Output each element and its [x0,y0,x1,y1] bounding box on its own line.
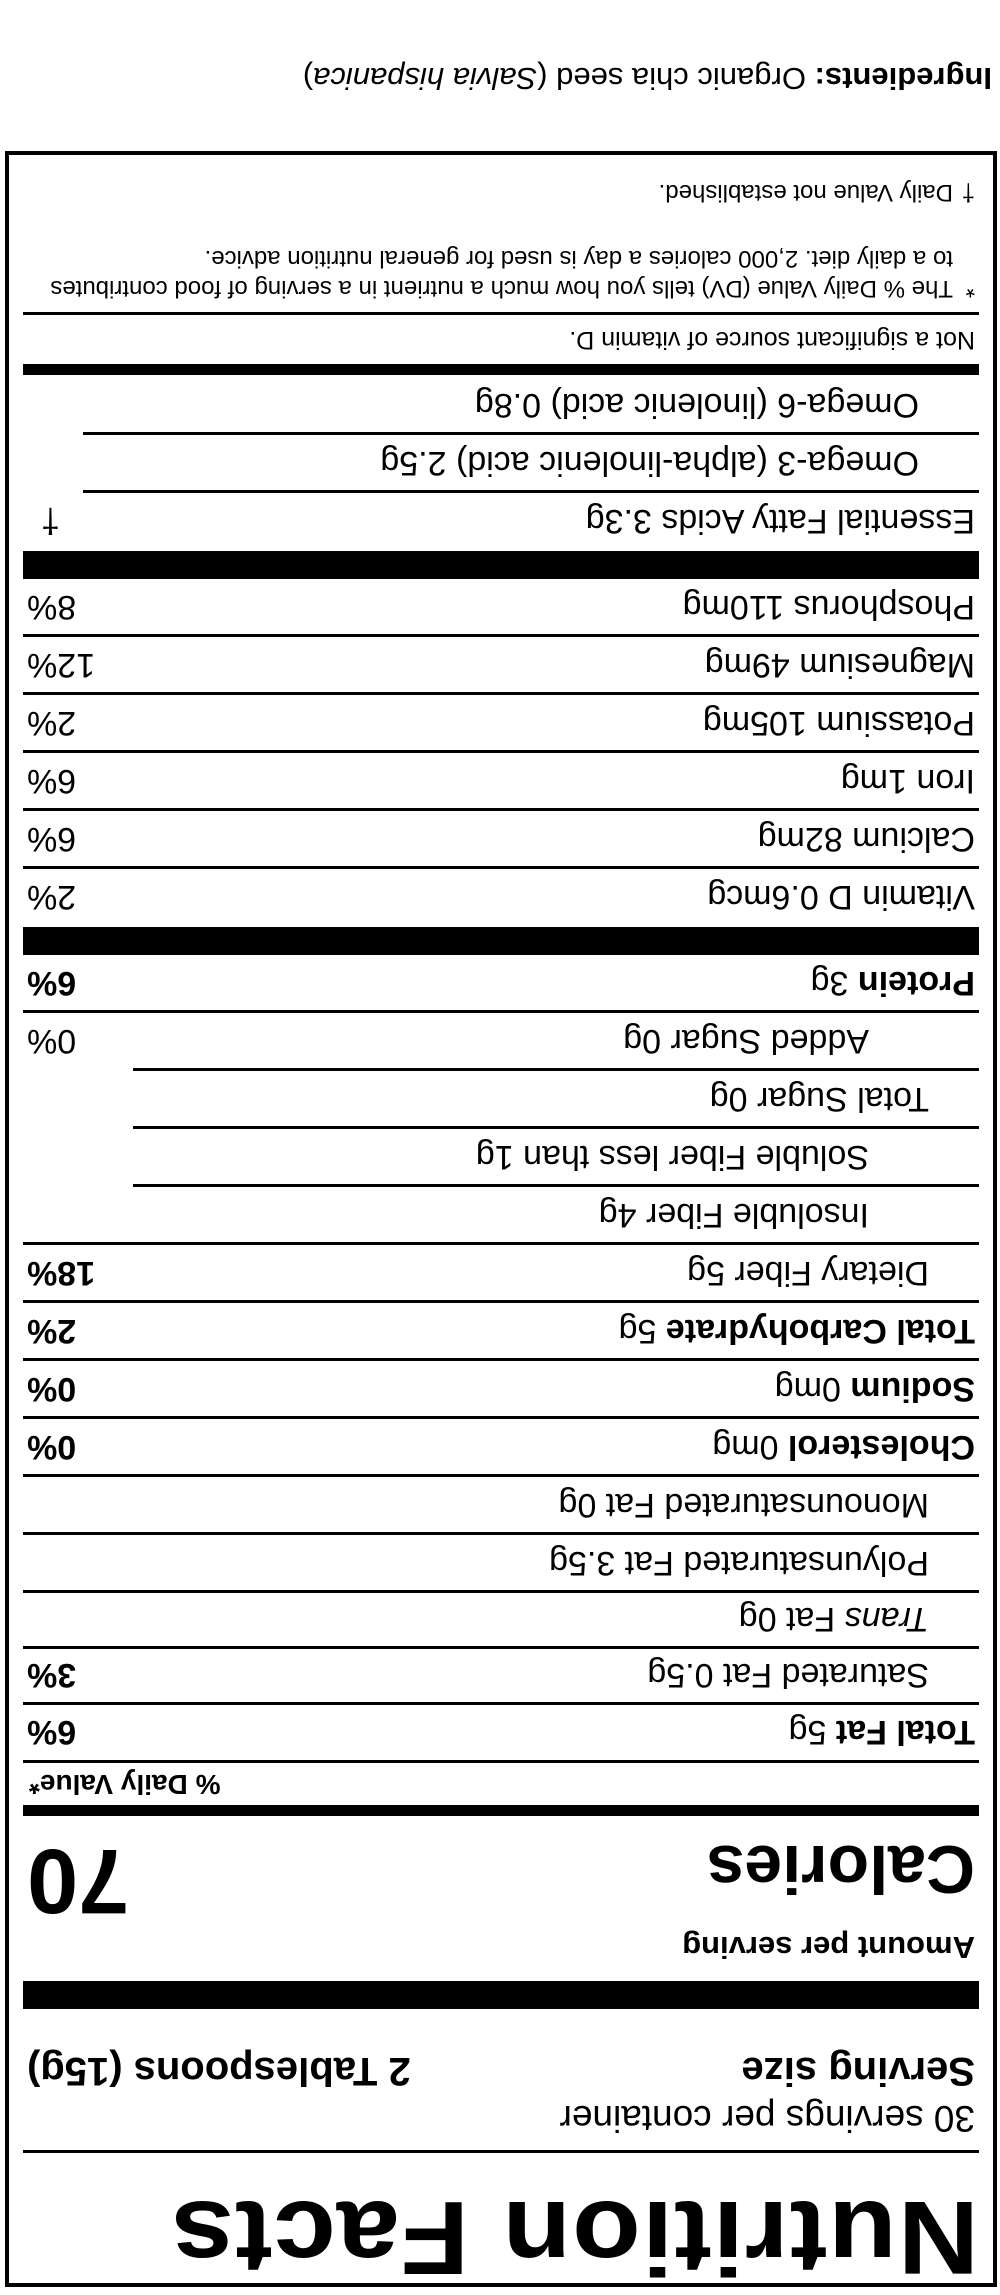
fatty-acid-row-omega-6 [27,377,919,433]
nutrient-dv: 0% [27,1022,77,1060]
asterisk-mark: * [965,275,975,302]
fatty-acid-row-essential [27,493,975,549]
row-separator [23,1760,979,1763]
thick-rule-vitamins [23,927,979,955]
nutrition-facts-title: Nutrition Facts [170,2179,979,2295]
nutrient-dv: 3% [27,1656,77,1694]
nutrient-name: Total Carbohydrate [665,1312,975,1350]
calories-row [23,1830,975,1932]
vitamin-amount: 110mg [682,588,785,626]
nutrient-row-added-sugar [27,1013,869,1069]
nutrient-name: Total Fat [835,1713,975,1751]
nutrient-row-monounsaturated-fat [27,1477,929,1533]
nutrient-amount: 0.5g [647,1656,714,1694]
nutrient-dv: 0% [27,1428,77,1466]
vitamin-dv: 6% [27,762,77,800]
nutrient-name: Dietary Fiber [734,1254,929,1292]
vitamin-name: Phosphorus [793,588,975,626]
vitamin-name: Potassium [816,704,975,742]
vitamin-name: Iron [916,762,975,800]
thick-rule-top [23,1981,979,2009]
nutrient-amount: 3.5g [549,1544,616,1582]
vitamin-name: Magnesium [799,646,975,684]
nutrient-row-cholesterol [27,1419,975,1475]
vitamin-dv: 8% [27,588,77,626]
nutrient-name: Total Sugar [757,1080,929,1118]
vitamin-dv: 6% [27,820,77,858]
nutrient-amount: 0g [709,1080,748,1118]
thick-rule-fatty-acids [23,551,979,579]
nutrient-name: Insoluble Fiber [645,1196,869,1234]
nutrient-amount: 0g [558,1486,597,1524]
nutrition-facts-panel [5,151,997,2295]
daily-value-explanation: The % Daily Value (DV) tells you how much a nutrient in a serving of food contributes to a daily diet. 2,000 calories a day is used for general nutrition advice. [50,245,953,302]
dagger-explanation: Daily Value not established. [658,179,953,206]
vitamin-row-iron [27,753,975,809]
serving-size-label: Serving size [741,2049,975,2093]
nutrient-name: Soluble Fiber [668,1138,869,1176]
nutrient-amount: 5g [788,1713,827,1751]
nutrient-amount: 0g [623,1022,662,1060]
nutrient-row-total-carbohydrate [27,1303,975,1359]
nutrient-row-soluble-fiber [27,1129,869,1185]
vitamin-row-vitamin-d [27,869,975,925]
vitamin-dv: 2% [27,878,77,916]
nutrient-dv: 2% [27,1312,77,1350]
nutrient-row-protein [27,955,975,1011]
fatty-acid-name: Omega-6 (linolenic acid) [550,386,919,424]
nutrient-dv: 18% [27,1254,96,1292]
nutrient-row-polyunsaturated-fat [27,1535,929,1591]
nutrient-row-trans-fat [27,1591,929,1647]
row-separator [23,312,979,315]
vitamin-amount: 105mg [702,704,807,742]
vitamin-row-magnesium [27,637,975,693]
dagger-footnote [659,177,975,207]
ingredients-text-end: ) [302,61,314,96]
vitamin-amount: 0.6mcg [707,878,819,916]
medium-rule-bottom [23,364,979,375]
nutrient-name: Sodium [850,1370,975,1408]
vitamin-amount: 49mg [704,646,790,684]
medium-rule [23,1805,979,1816]
calories-label: Calories [706,1831,975,1907]
fatty-acid-amount: 3.3g [585,502,652,540]
nutrient-amount: 5g [687,1254,725,1292]
nutrient-row-dietary-fiber [27,1245,929,1301]
nutrition-facts-inner [23,155,979,2295]
nutrient-row-sodium [27,1361,975,1417]
nutrient-amount: 0mg [712,1428,779,1466]
nutrient-row-insoluble-fiber [27,1187,869,1243]
fatty-acid-row-omega-3 [27,435,919,491]
vitamin-name: Calcium [852,820,975,858]
serving-size-row [27,2051,975,2091]
nutrient-row-saturated-fat [27,1647,929,1703]
fatty-acid-amount: 2.5g [380,444,447,482]
fatty-acid-name: Essential Fatty Acids [661,502,975,540]
vitamin-amount: 82mg [757,820,843,858]
nutrient-name: Polyunsaturated Fat [624,1544,929,1582]
nutrient-dv: 0% [27,1370,77,1408]
nutrient-name: Cholesterol [787,1428,975,1466]
nutrient-amount: 5g [618,1312,657,1350]
nutrient-row-total-fat [27,1704,975,1760]
dagger-mark: † [41,502,60,540]
vitamin-row-calcium [27,811,975,867]
serving-size-value: 2 Tablespoons (15g) [27,2049,411,2093]
nutrient-amount: 4g [598,1196,637,1234]
ingredients-statement [303,63,992,94]
dagger-mark: † [961,179,975,206]
ingredients-scientific-name: Salvia hispanica [313,61,538,96]
nutrient-name: Trans [844,1600,929,1638]
vitamin-name: Vitamin D [828,878,975,916]
vitamin-dv: 12% [27,646,96,684]
fatty-acid-name: Omega-3 (alpha-linolenic acid) [455,444,919,482]
nutrient-name: Monounsaturated Fat [605,1486,929,1524]
nutrient-name: Saturated Fat [722,1656,929,1694]
vitamin-amount: 1mg [840,762,907,800]
fatty-acid-amount: 0.8g [474,386,542,424]
ingredients-label: Ingredients: [814,61,992,96]
nutrient-row-total-sugar [27,1071,929,1127]
vitamin-row-potassium [27,695,975,751]
vitamin-dv: 2% [27,704,77,742]
ingredients-text: Organic chia seed ( [537,61,806,96]
nutrient-amount: Fat 0g [738,1600,836,1638]
calories-value: 70 [27,1830,130,1932]
nutrient-dv: 6% [27,1713,77,1751]
vitamin-row-phosphorus [27,579,975,635]
nutrient-name: Added Sugar [670,1022,869,1060]
title-rule [23,2150,979,2153]
daily-value-footnote [27,243,975,303]
nutrient-dv: 6% [27,964,77,1002]
daily-value-header: % Daily Value* [29,1769,221,1800]
servings-per-container: 30 servings per container [559,2098,975,2139]
vitamin-d-note: Not a significant source of vitamin D. [569,326,975,354]
nutrient-amount: 0mg [774,1370,841,1408]
nutrient-amount: less than 1g [475,1138,660,1176]
nutrient-amount: 3g [810,964,849,1002]
amount-per-serving: Amount per serving [682,1930,975,1965]
nutrient-name: Protein [857,964,975,1002]
